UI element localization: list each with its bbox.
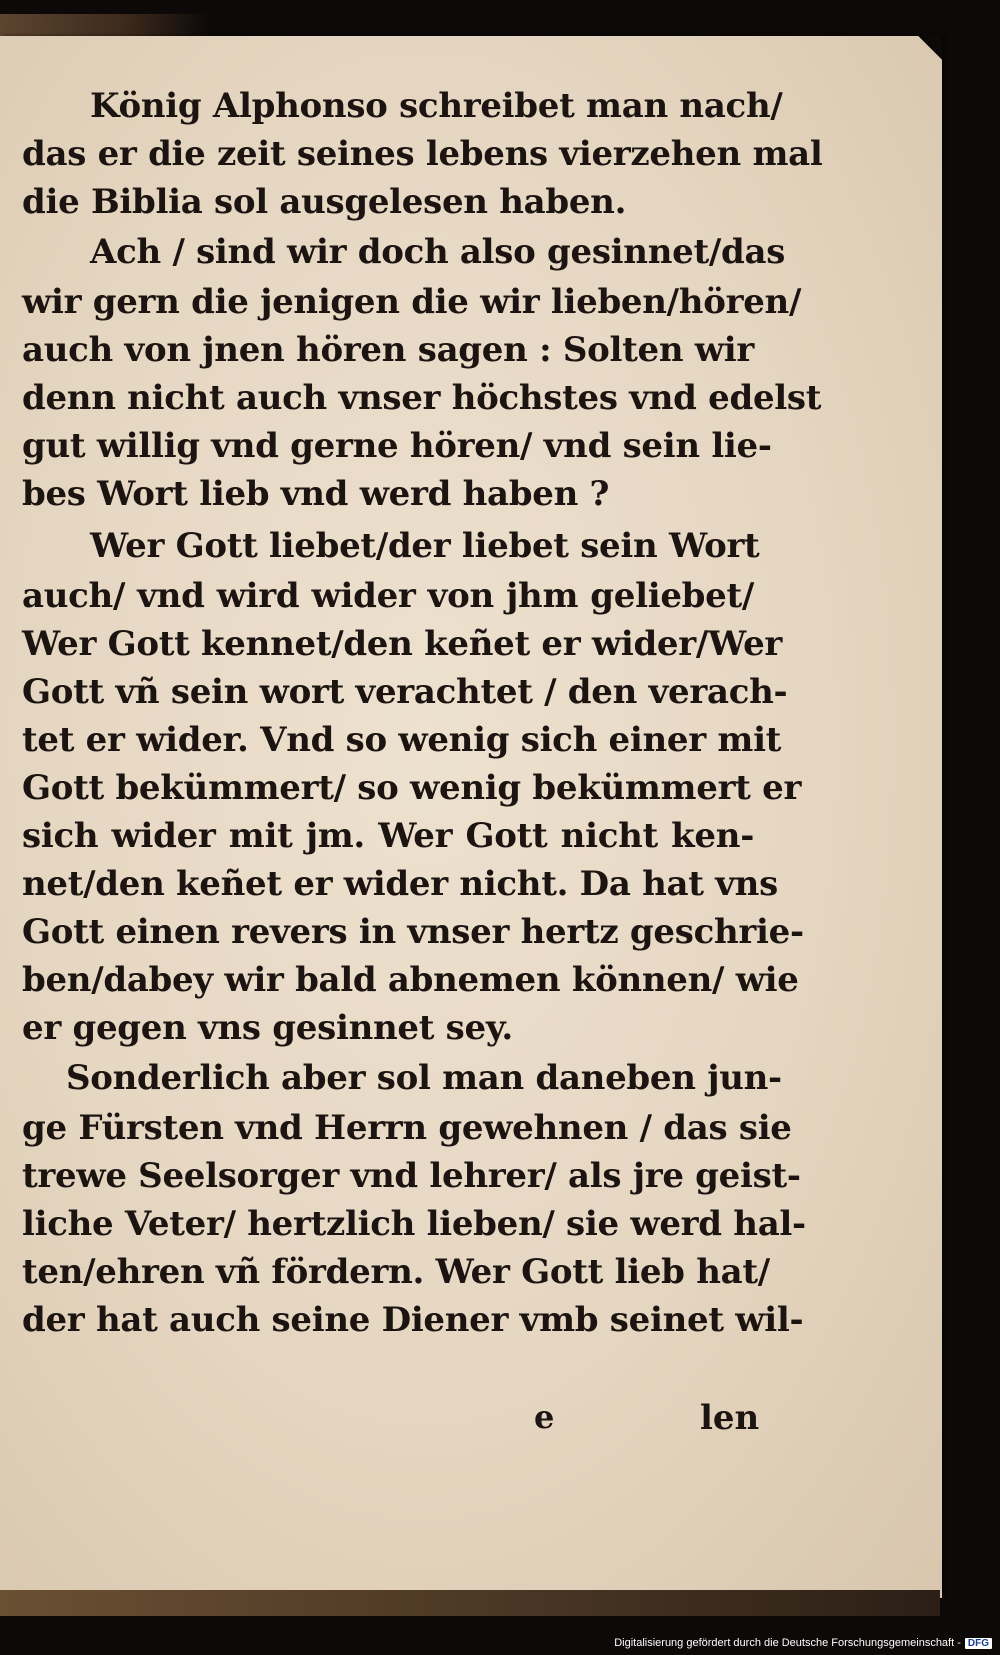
- text-line: Gott vñ sein wort verachtet / den verach-: [22, 672, 788, 712]
- text-line: die Biblia sol ausgelesen haben.: [22, 182, 627, 222]
- text-line: trewe Seelsorger vnd lehrer/ als jre geist-: [22, 1156, 801, 1196]
- text-line: auch von jnen hören sagen : Solten wir: [22, 330, 754, 370]
- text-line: ben/dabey wir bald abnemen können/ wie: [22, 960, 799, 1000]
- book-cover-edge-bottom: [0, 1590, 940, 1616]
- credit-text: Digitalisierung gefördert durch die Deutsche Forschungsgemeinschaft -: [614, 1637, 961, 1649]
- text-line: auch/ vnd wird wider von jhm geliebet/: [22, 576, 754, 616]
- signature-mark: e: [534, 1398, 555, 1436]
- text-line: denn nicht auch vnser höchstes vnd edelst: [22, 378, 822, 418]
- text-line: tet er wider. Vnd so wenig sich einer mit: [22, 720, 782, 760]
- text-line: der hat auch seine Diener vmb seinet wil-: [22, 1300, 804, 1340]
- text-line: Gott einen revers in vnser hertz geschrie-: [22, 912, 804, 952]
- digitization-credit: [0, 1637, 992, 1649]
- text-line: liche Veter/ hertzlich lieben/ sie werd hal-: [22, 1204, 806, 1244]
- catchword: len: [700, 1398, 760, 1438]
- text-line: bes Wort lieb vnd werd haben ?: [22, 474, 610, 514]
- page-corner: [918, 36, 942, 60]
- text-line: König Alphonso schreibet man nach/: [90, 86, 783, 126]
- text-line: sich wider mit jm. Wer Gott nicht ken-: [22, 816, 754, 856]
- text-line: ge Fürsten vnd Herrn gewehnen / das sie: [22, 1108, 792, 1148]
- text-line: wir gern die jenigen die wir lieben/hören/: [22, 282, 802, 322]
- text-line: Wer Gott kennet/den keñet er wider/Wer: [22, 624, 783, 664]
- text-line: ten/ehren vñ fördern. Wer Gott lieb hat/: [22, 1252, 770, 1292]
- text-line: gut willig vnd gerne hören/ vnd sein lie-: [22, 426, 772, 466]
- text-line: Ach / sind wir doch also gesinnet/das: [90, 232, 786, 272]
- text-line: Gott bekümmert/ so wenig bekümmert er: [22, 768, 802, 808]
- text-line: das er die zeit seines lebens vierzehen mal: [22, 134, 823, 174]
- dfg-logo-icon: DFG: [965, 1638, 992, 1649]
- text-line: Wer Gott liebet/der liebet sein Wort: [90, 526, 760, 566]
- text-line: net/den keñet er wider nicht. Da hat vns: [22, 864, 778, 904]
- text-line: Sonderlich aber sol man daneben jun-: [66, 1058, 782, 1098]
- book-page: [0, 36, 942, 1598]
- text-line: er gegen vns gesinnet sey.: [22, 1008, 513, 1048]
